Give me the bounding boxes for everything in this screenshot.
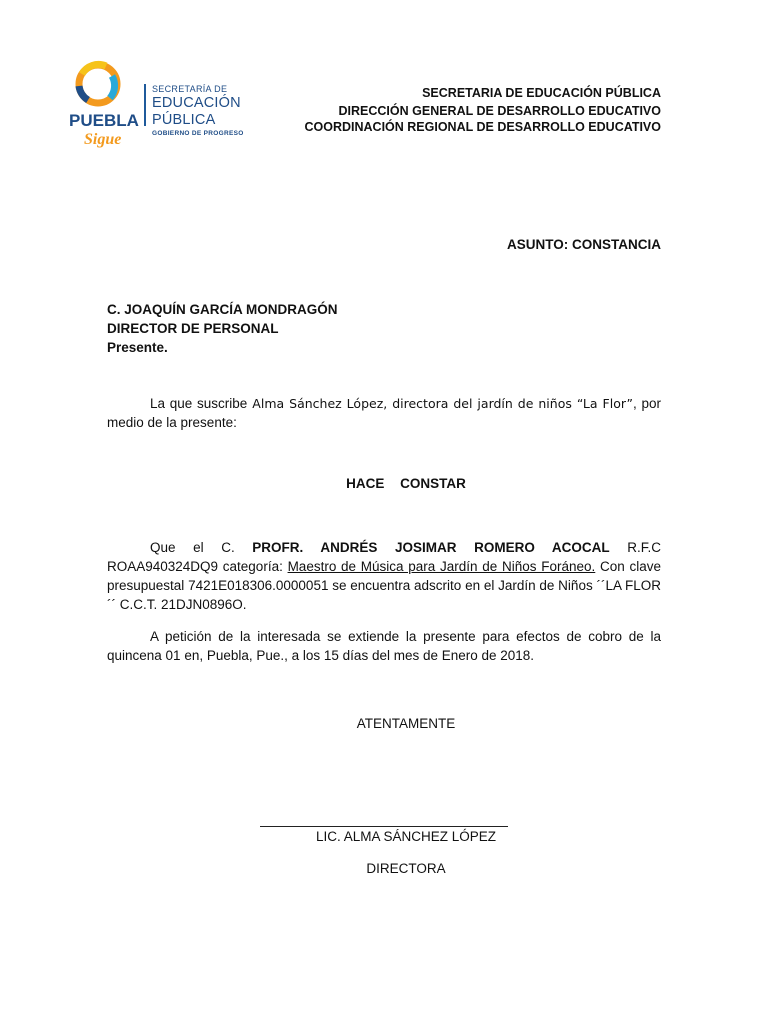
- hace-constar-heading: HACE CONSTAR: [346, 476, 466, 491]
- signer-name: LIC. ALMA SÁNCHEZ LÓPEZ: [315, 829, 497, 844]
- header-line3: COORDINACIÓN REGIONAL DE DESARROLLO EDUCATIVO: [304, 120, 661, 134]
- signer-role: DIRECTORA: [366, 861, 446, 876]
- petition-paragraph: A petición de la interesada se extiende la presente para efectos de cobro de la quincena 01 en, Puebla, Pue., a los 15 días del mes de Enero de 2018.: [107, 629, 661, 663]
- sep-logo: [56, 54, 288, 154]
- sep-small-text: SECRETARÍA DE: [152, 84, 228, 94]
- body-paragraph: [107, 538, 661, 614]
- logo-divider: [144, 84, 146, 126]
- teacher-category: Maestro de Música para Jardín de Niños Foráneo.: [287, 559, 596, 574]
- body-part-c: Con clave presupuestal 7421E018306.0000051 se encuentra adscrito en el Jardín de Niños ´´LA FLOR´´ C.C.T. 21DJN0896O.: [107, 559, 662, 612]
- recipient-block: [107, 300, 338, 357]
- puebla-logo-icon: [66, 54, 146, 154]
- sep-wordmark: [152, 84, 288, 138]
- intro-part-b: Alma Sánchez López, directora del jardín de niños “La Flor”: [247, 396, 633, 411]
- sep-big-text: EDUCACIÓN PÚBLICA: [152, 95, 241, 128]
- body-part-b: R.F.C ROAA940324DQ9 categoría:: [107, 540, 661, 574]
- recipient-name: C. JOAQUÍN GARCÍA MONDRAGÓN: [107, 302, 338, 317]
- brand-line1: PUEBLA: [69, 111, 139, 130]
- intro-part-c: , por medio de la presente:: [107, 396, 661, 430]
- header-line2: DIRECCIÓN GENERAL DE DESARROLLO EDUCATIVO: [338, 104, 661, 118]
- sep-tagline: GOBIERNO DE PROGRESO: [152, 130, 244, 137]
- intro-paragraph: [107, 394, 661, 432]
- intro-part-a: La que suscribe: [150, 396, 248, 411]
- closing-text: ATENTAMENTE: [356, 716, 456, 731]
- brand-line2: Sigue: [84, 131, 122, 148]
- body-part-a: Que el C.: [150, 540, 253, 555]
- recipient-greeting: Presente.: [107, 340, 168, 355]
- signature-line: [260, 826, 508, 827]
- header-line1: SECRETARIA DE EDUCACIÓN PÚBLICA: [422, 86, 661, 100]
- recipient-title: DIRECTOR DE PERSONAL: [107, 321, 279, 336]
- subject-line: ASUNTO: CONSTANCIA: [507, 237, 661, 252]
- teacher-name: PROFR. ANDRÉS JOSIMAR ROMERO ACOCAL: [252, 540, 610, 555]
